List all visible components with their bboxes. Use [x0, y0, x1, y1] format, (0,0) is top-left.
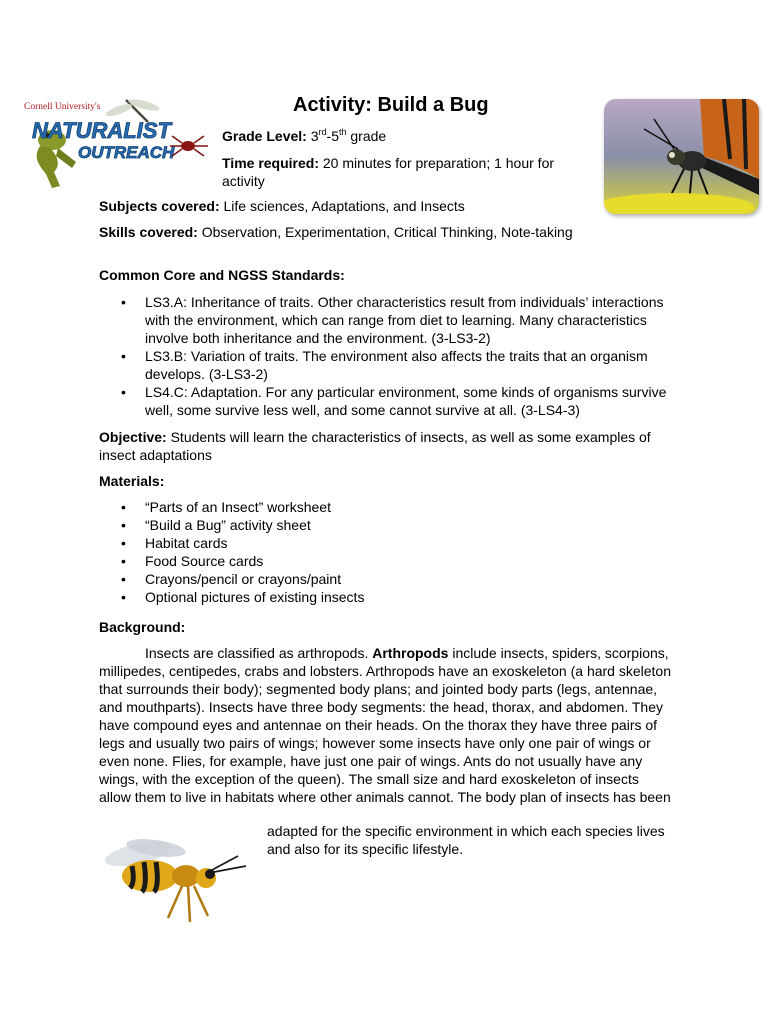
- material-item: • Optional pictures of existing insects: [99, 588, 499, 606]
- subjects-covered-label: Subjects covered:: [99, 198, 220, 214]
- materials-list: [99, 498, 499, 606]
- background-paragraph: [99, 644, 671, 806]
- wasp-photo: [98, 826, 250, 926]
- standard-item: • LS3.A: Inheritance of traits. Other characteristics result from individuals’ interactions with the environment, which can range from diet to learning. Many characteristics involve both inheritance and the environment. (3-LS3-2): [99, 293, 671, 347]
- logo-wordmark-line1: NATURALIST: [32, 118, 171, 143]
- grade-level-start-suffix: rd: [318, 127, 327, 137]
- standard-item: • LS3.B: Variation of traits. The environment also affects the traits that an organism develops. (3-LS3-2): [99, 347, 671, 383]
- subjects-covered: [99, 197, 465, 215]
- material-item: • “Build a Bug” activity sheet: [99, 516, 499, 534]
- objective-value: Students will learn the characteristics of insects, as well as some examples of insect adaptations: [99, 429, 651, 463]
- objective-label: Objective:: [99, 429, 167, 445]
- grade-level: [222, 127, 386, 145]
- spider-icon: [170, 136, 208, 156]
- background-paragraph-continued: adapted for the specific environment in which each species lives and also for its specific lifestyle.: [267, 823, 665, 857]
- material-item: • Crayons/pencil or crayons/paint: [99, 570, 499, 588]
- grade-level-label: Grade Level:: [222, 128, 307, 144]
- background-heading: Background:: [99, 619, 186, 635]
- time-required-label: Time required:: [222, 155, 319, 171]
- background-text-start: Insects are classified as arthropods.: [145, 645, 373, 661]
- material-item: • Food Source cards: [99, 552, 499, 570]
- background-text-rest: include insects, spiders, scorpions, millipedes, centipedes, crabs and lobsters. Arthropods have an exoskeleton (a hard skeleton that surrounds their body); segmented body plans; and jointed body parts (legs, antennae, and mouthparts). Insects have three body segments: the head, thorax, and abdomen. They have compound eyes and antennae on their heads. On the thorax they have three pairs of legs and usually two pairs of wings; however some insects have only one pair of wings or even none. Flies, for example, have just one pair of wings. Ants do not usually have any wings, with the exception of the queen). The small size and hard exoskeleton of insects allow them to live in habitats where other animals cannot. The body plan of insects has been: [99, 645, 672, 805]
- standards-list: [99, 293, 671, 419]
- butterfly-photo: [604, 99, 759, 214]
- page-title: Activity: Build a Bug: [293, 94, 489, 116]
- time-required-value: 20 minutes for preparation; 1 hour for activity: [222, 155, 555, 189]
- skills-covered: [99, 223, 589, 241]
- grade-level-end: -5: [326, 128, 339, 144]
- skills-covered-value: Observation, Experimentation, Critical Thinking, Note-taking: [201, 224, 573, 240]
- skills-covered-label: Skills covered:: [99, 224, 198, 240]
- grade-level-tail: grade: [346, 128, 387, 144]
- objective: [99, 428, 659, 464]
- time-required: [222, 154, 592, 190]
- standard-item: • LS4.C: Adaptation. For any particular environment, some kinds of organisms survive well, some survive less well, and some cannot survive at all. (3-LS4-3): [99, 383, 671, 419]
- logo-wordmark-line2: OUTREACH: [78, 143, 175, 162]
- grade-level-start: 3: [310, 128, 319, 144]
- logo-org-text: Cornell University's: [24, 102, 101, 112]
- material-item: • Habitat cards: [99, 534, 499, 552]
- materials-heading: Materials:: [99, 473, 165, 489]
- arthropods-term: Arthropods: [372, 645, 449, 661]
- standards-heading: Common Core and NGSS Standards:: [99, 267, 345, 283]
- material-item: • “Parts of an Insect” worksheet: [99, 498, 499, 516]
- naturalist-outreach-logo: [22, 96, 212, 196]
- subjects-covered-value: Life sciences, Adaptations, and Insects: [223, 198, 465, 214]
- grade-level-end-suffix: th: [338, 127, 347, 137]
